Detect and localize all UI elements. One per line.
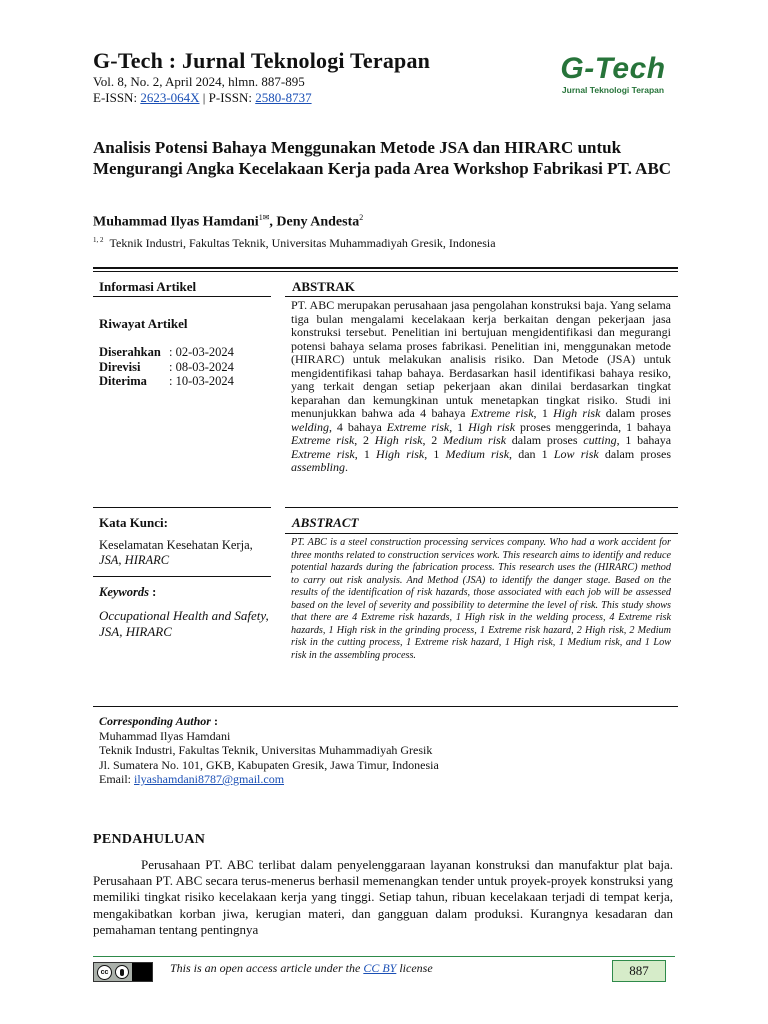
keywords-text: Occupational Health and Safety, JSA, HIRARC [99, 608, 269, 639]
corresponding-dept: Teknik Industri, Fakultas Teknik, Universitas Muhammadiyah Gresik [99, 743, 433, 757]
history-row [99, 360, 234, 375]
pissn-link[interactable]: 2580-8737 [255, 90, 312, 105]
affiliation-marker: 1, 2 [93, 236, 104, 244]
license-link[interactable]: CC BY [363, 961, 397, 975]
info-separator-rule [93, 507, 271, 508]
affiliation [93, 236, 496, 251]
logo-wordmark: G-Tech [560, 52, 666, 85]
journal-logo [548, 54, 678, 96]
corresponding-colon: : [210, 714, 218, 728]
section-heading: PENDAHULUAN [93, 832, 206, 847]
info-bottom-rule [93, 706, 678, 707]
affiliation-text: Teknik Industri, Fakultas Teknik, Universitas Muhammadiyah Gresik, Indonesia [109, 236, 496, 250]
corresponding-label: Corresponding Author [99, 714, 211, 728]
corresponding-heading [99, 714, 439, 729]
keywords-colon: : [149, 585, 157, 599]
email-label: Email: [99, 772, 134, 786]
history-label: Direvisi [99, 359, 141, 374]
abstrak-text: PT. ABC merupakan perusahaan jasa pengolahan konstruksi baja. Yang selama tiga bulan mengalami kecelakaan kerja berkaitan dengan pekerjaan jasa konstruksi tersebut. Penelitian ini bertujuan mengidentifikasi dan megurangi potensi bahaya selama proses fabrikasi. Penelitian ini, menggunakan metode (HIRARC) untuk melakukan analisis risiko. Dan Metode (JSA) untuk mengidentifikasi tahap bahaya. Berdasarkan hasil identifikasi bahaya resiko, yang terkait dengan setiap pekerjaan akan dinilai berdasarkan tingkat keparahan dan kemungkinan untuk menetapkan tingkat risiko. Studi ini menunjukkan bahwa ada 4 bahaya Extreme risk, 1 High risk dalam proses welding, 4 bahaya Extreme risk, 1 High risk proses menggerinda, 1 bahaya Extreme risk, 2 High risk, 2 Medium risk dalam proses cutting, 1 bahaya Extreme risk, 1 High risk, 1 Medium risk, dan 1 Low risk dalam proses assembling. [291, 298, 672, 474]
volume-line: Vol. 8, No. 2, April 2024, hlmn. 887-895 [93, 74, 305, 89]
abstrak-heading: ABSTRAK [292, 279, 355, 294]
keywords-separator-rule [93, 576, 271, 577]
author-1: Muhammad Ilyas Hamdani [93, 214, 259, 230]
history-row [99, 345, 234, 360]
keywords-label: Keywords [99, 585, 149, 599]
journal-title: G-Tech : Jurnal Teknologi Terapan [93, 48, 431, 73]
cc-icon: cc [97, 965, 112, 980]
keywords-heading [99, 585, 156, 600]
body-paragraph: Perusahaan PT. ABC terlibat dalam penyelenggaraan layanan konstruksi dan manufaktur plat baja. Perusahaan PT. ABC secara terus-menerus berhasil memenangkan tender untuk proyek-proyek konstruksi yang memiliki tingkat risiko kecelakaan kerja yang tinggi. Setiap tahun, ribuan kecelakaan terjadi di tempat kerja, mengakibatkan korban jiwa, kerugian materi, dan gangguan dalam produksi. Kurangnya kesadaran dan pemahaman tentang pentingnya [93, 857, 673, 937]
badge-bar [132, 963, 152, 981]
eissn-label: E-ISSN: [93, 90, 141, 105]
history-row [99, 374, 234, 389]
top-rule [93, 267, 678, 269]
abstrak-separator-rule [285, 507, 678, 508]
corresponding-address: Jl. Sumatera No. 101, GKB, Kabupaten Gresik, Jawa Timur, Indonesia [99, 757, 439, 772]
author-2-marker: 2 [359, 213, 364, 222]
article-title: Analisis Potensi Bahaya Menggunakan Metode JSA dan HIRARC untuk Mengurangi Angka Kecelakaan Kerja pada Area Workshop Fabrikasi PT. ABC [93, 138, 672, 178]
footer-rule [93, 956, 675, 957]
author-separator: , [269, 214, 277, 230]
kata-kunci-text [99, 538, 269, 568]
kata-kunci-heading: Kata Kunci: [99, 515, 168, 530]
history-value: : 08-03-2024 [169, 359, 234, 374]
issn-line [93, 90, 312, 106]
kata-kunci-part: Keselamatan Kesehatan Kerja, [99, 538, 253, 552]
page-number: 887 [612, 960, 666, 982]
info-heading-rule [93, 296, 271, 297]
attribution-icon [115, 965, 129, 979]
info-heading: Informasi Artikel [99, 279, 197, 294]
author-1-marker: 1✉ [258, 213, 270, 222]
license-pre: This is an open access article under the [170, 961, 364, 975]
license-post: license [396, 961, 433, 975]
abstrak-heading-rule [285, 296, 678, 297]
history-list [99, 345, 234, 389]
license-text [170, 961, 433, 976]
corresponding-name: Muhammad Ilyas Hamdani [99, 728, 231, 743]
pissn-label: | P-ISSN: [199, 90, 256, 105]
history-heading: Riwayat Artikel [99, 316, 188, 331]
journal-meta [93, 74, 312, 106]
email-link[interactable]: ilyashamdani8787@gmail.com [134, 772, 285, 786]
history-label: Diserahkan [99, 345, 161, 359]
eissn-link[interactable]: 2623-064X [140, 90, 200, 105]
abstract-heading: ABSTRACT [292, 515, 359, 530]
logo-subtitle: Jurnal Teknologi Terapan [561, 85, 665, 95]
corresponding-email-line [99, 772, 439, 787]
author-2: Deny Andesta [276, 214, 360, 230]
top-rule-inner [93, 271, 678, 272]
history-label: Diterima [99, 374, 147, 388]
abstract-heading-rule [285, 533, 678, 534]
history-value: : 10-03-2024 [169, 374, 234, 388]
corresponding-author [99, 714, 439, 787]
history-value: : 02-03-2024 [169, 345, 234, 359]
cc-by-badge[interactable] [93, 962, 153, 982]
abstract-text: PT. ABC is a steel construction processing services company. Who had a work accident for three months related to construction services work. This research aims to identify and reduce potential hazards during the fabrication process. This research uses the (HIRARC) method to carry out risk analysis. And Method (JSA) to identify the danger stage. Based on the results of the identification of risk hazards, those associated with each job will be assessed based on the level of severity and possibility to determine the level of risk. This study shows that there are 4 Extreme risk hazards, 1 High risk in the welding process, 4 Extreme risk hazards, 1 High risk in the grinding process, 1 Extreme risk hazard, 2 High risk, 2 Medium risk in the cutting process, 1 Extreme risk hazard, 1 High risk, 1 Medium risk, and 1 Low risk in the assembling process. [291, 537, 671, 661]
author-line [93, 213, 363, 231]
kata-kunci-italic: JSA, HIRARC [99, 553, 170, 567]
